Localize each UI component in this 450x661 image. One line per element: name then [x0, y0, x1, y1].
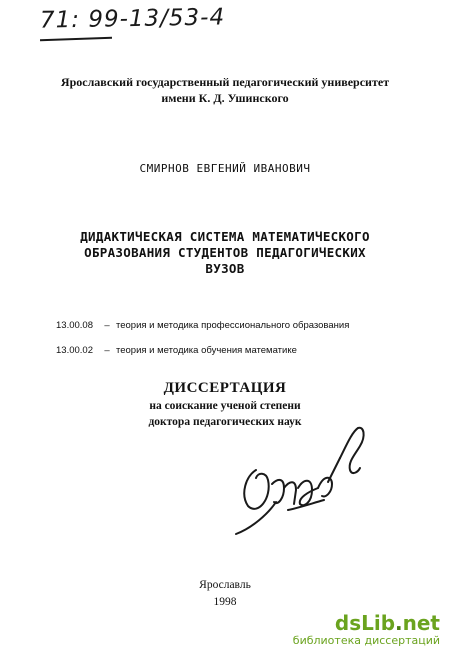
university-header	[0, 74, 450, 106]
author-name: СМИРНОВ ЕВГЕНИЙ ИВАНОВИЧ	[139, 162, 311, 175]
specialty-code: 13.00.02	[56, 345, 93, 356]
archive-code-underline	[40, 37, 112, 42]
dslib-logo	[293, 612, 440, 634]
specialty-row	[56, 320, 349, 331]
city: Ярославль	[199, 579, 251, 591]
title-line1: ДИДАКТИЧЕСКАЯ СИСТЕМА МАТЕМАТИЧЕСКОГО	[80, 229, 370, 244]
logo-main: dsLib	[334, 611, 396, 635]
degree-line1: на соискание ученой степени	[149, 400, 301, 412]
specialty-row	[56, 345, 297, 356]
logo-tld: net	[402, 611, 440, 635]
specialty-dash: –	[104, 320, 110, 331]
title-line3: ВУЗОВ	[205, 261, 245, 276]
year: 1998	[213, 596, 237, 608]
title-line2: ОБРАЗОВАНИЯ СТУДЕНТОВ ПЕДАГОГИЧЕСКИХ	[84, 245, 366, 260]
university-line1: Ярославский государственный педагогический университет	[60, 75, 390, 89]
author-signature	[228, 418, 388, 536]
publication-place	[0, 577, 450, 611]
dslib-watermark[interactable]	[293, 612, 440, 647]
archive-code: 71: 99-13/53-4	[39, 4, 226, 34]
specialty-code: 13.00.08	[56, 320, 93, 331]
logo-dot: .	[395, 611, 403, 635]
specialty-dash: –	[104, 345, 110, 356]
specialty-name: теория и методика профессионального образования	[116, 320, 350, 331]
degree-line2: доктора педагогических наук	[148, 416, 302, 428]
dissertation-label: ДИССЕРТАЦИЯ	[163, 380, 287, 396]
dissertation-title	[0, 229, 450, 277]
university-line2: имени К. Д. Ушинского	[161, 91, 289, 105]
dslib-tagline: библиотека диссертаций	[292, 634, 440, 647]
specialty-name: теория и методика обучения математике	[116, 345, 297, 356]
